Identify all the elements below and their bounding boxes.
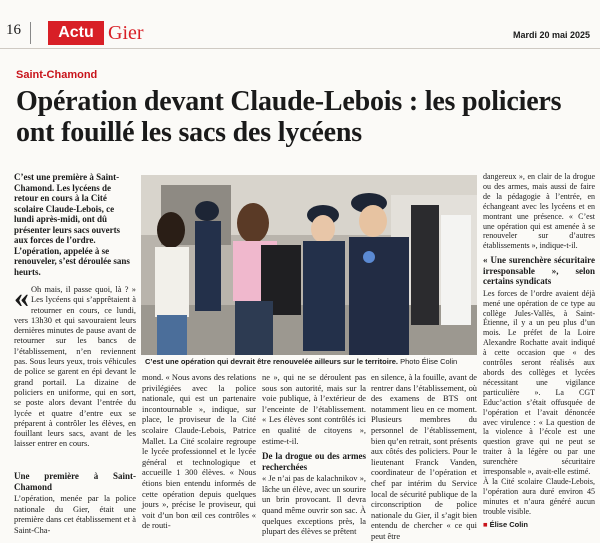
column-3-body-2: « Je n’ai pas de kalachnikov », lâche un élève, avec un sourire un brin provocant. Il devra quand même ouvrir son sac. À quelques exceptions près, la plupart des élèves se prêtent: [262, 474, 366, 537]
column-2: [142, 373, 256, 532]
column-4-body: en silence, à la fouille, avant de rentrer dans l’établissement, où des examens de BTS ont notamment lieu en ce moment. Plusieurs membres du personnel de l’établissement, bien qu’en retrait, sont présents aux côtés des policiers. Pour le lieutenant Franck Vanden, coordinateur de l’opération et chef par intérim du Service local de sécurité publique de la circonscription de police nationale du Gier, il s’agit bien entendu de chercher « ce qui peut être: [371, 373, 477, 541]
article-lead: C’est une première à Saint-Chamond. Les lycéens de retour en cours à la Cité scolaire Claude-Lebois, ce lundi après-midi, ont dû présenter leurs sacs ouverts aux forces de l’ordre. L’opération, appelée à se renouveler, s’est déroulée sans heurts.: [14, 172, 130, 277]
column-5-body: dangereux », en clair de la drogue ou des armes, mais aussi de faire de la pédagogie à l’entrée, en échangeant avec les lycéens et en montrant une présence. « C’est une opération qui est amenée à se renouveler sur d’autres établissements », indique-t-il.: [483, 172, 595, 251]
brand-city: Gier: [108, 22, 144, 44]
police-search-photo: [141, 175, 477, 355]
subhead-premiere: Une première à Saint-Chamond: [14, 471, 136, 492]
article-headline: Opération devant Claude-Lebois : les policiers ont fouillé les sacs des lycéens: [16, 86, 562, 148]
issue-date: Mardi 20 mai 2025: [512, 30, 590, 40]
header-divider: [30, 22, 31, 44]
column-5-body-2: Les forces de l’ordre avaient déjà mené une opération de ce type au collège Jules-Vallès, à Saint-Étienne, il y a un peu plus d’un mois. Le préfet de la Loire Alexandre Rochatte avait indiqué à cette occasion que « des contrôles seront réalisés aux abords des collèges et lycées nécessitant une vigilance particulière ». La CGT Educ’action s’était offusquée de l’opération et l’avait dénoncée avec virulence : « La question de la violence à l’école est une question grave qui ne peut se traiter à la légère ou par une surenchère sécuritaire irresponsable », avait-elle estimé.: [483, 288, 595, 477]
brand-logo: Actu: [48, 21, 104, 45]
quote-mark: «: [14, 281, 29, 314]
column-1-body: Oh mais, il passe quoi, là ? » Les lycéens qui s’apprêtaient à retourner en cours, ce lundi, vers 13h30 et qui savouraient leurs dernières minutes de pause avant de retourner sur les bancs de l’établissement, n’en reviennent pas. Sous leurs yeux, trois véhicules de police se garent en épi devant le grand portail. La dizaine de policiers en uniforme, qui en sort, se poste alors devant l’entrée du lycée et quatre d’entre eux se préparent à contrôler les élèves, en fouillant leurs sacs, avant de les laisser entrer en cours.: [14, 285, 136, 449]
column-3: [262, 373, 366, 538]
photo-credit: Photo Élise Colin: [400, 357, 458, 366]
header-rule: [0, 48, 600, 49]
page-number: 16: [6, 22, 21, 38]
column-3-body: ne », qui ne se déroulent pas sous son autorité, mais sur la voie publique, à l’extérieur de l’enceinte de l’établissement. « Les élèves sont contrôlés ici en qualité de citoyens », estime-t-il.: [262, 373, 366, 446]
subhead-drogue: De la drogue ou des armes recherchées: [262, 451, 366, 472]
signature-bullet: ■: [483, 519, 490, 529]
article-kicker: Saint-Chamond: [16, 69, 98, 81]
column-1-body-2: L’opération, menée par la police nationale du Gier, était une première dans cet établissement et à Saint-Cha-: [14, 494, 136, 535]
article-photo: [141, 175, 477, 355]
opening-quote: [14, 281, 136, 450]
column-1-continuation: [14, 467, 136, 536]
author-name: Élise Colin: [489, 519, 528, 529]
page-header: [0, 0, 600, 46]
column-1: [14, 172, 136, 450]
column-2-body: mond. « Nous avons des relations privilégiées avec la police nationale, qui est un partenaire incontournable », indique, sur place, le proviseur de la Cité scolaire Claude-Lebois, Patrice Mallet. La Cité scolaire regroupe le lycée professionnel et le lycée général et technologique et accueille 1 300 élèves. « Nous étions bien entendu informés de cette opération depuis quelques jours », précise le proviseur, qui voit d’un bon œil ces contrôles « de routi-: [142, 373, 256, 531]
photo-caption: [145, 357, 475, 366]
column-5-body-3: À la Cité scolaire Claude-Lebois, l’opération aura duré environ 45 minutes et n’aura généré aucun trouble visible.: [483, 476, 595, 516]
author-signature: [483, 520, 595, 529]
column-5: [483, 172, 595, 529]
caption-text: C’est une opération qui devrait être renouvelée ailleurs sur le territoire.: [145, 357, 398, 366]
subhead-surenchere: « Une surenchère sécuritaire irresponsable », selon certains syndicats: [483, 255, 595, 287]
column-4: [371, 373, 477, 543]
